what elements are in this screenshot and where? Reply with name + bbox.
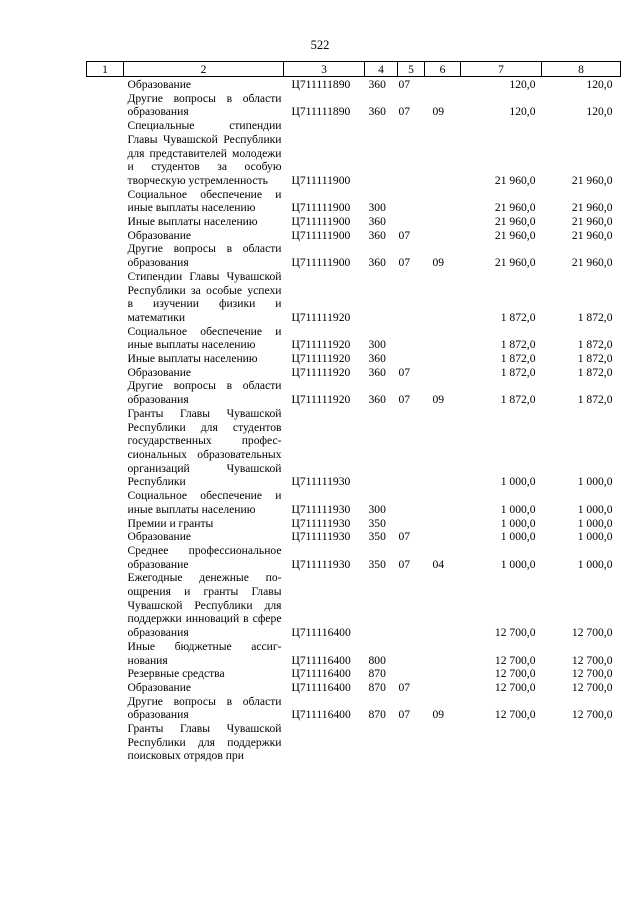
amount-year2-cell: 1 000,0 bbox=[577, 530, 613, 544]
amount-year1-cell: 120,0 bbox=[509, 105, 536, 119]
subsection-cell bbox=[425, 571, 461, 640]
amount-year2-cell: 120,0 bbox=[586, 105, 613, 119]
amount-year1-cell: 1 000,0 bbox=[500, 530, 536, 544]
amount-year1-cell: 1 000,0 bbox=[500, 557, 536, 571]
target-code-cell: Ц711111930 bbox=[291, 516, 351, 530]
section-cell bbox=[398, 215, 425, 229]
target-code-cell: Ц711116400 bbox=[291, 667, 351, 681]
amount-year2-cell: 1 000,0 bbox=[577, 557, 613, 571]
expense-type-cell bbox=[365, 571, 398, 640]
item-name-cell: Образование bbox=[127, 680, 192, 694]
row-number-cell bbox=[87, 695, 124, 722]
amount-year2-cell: 1 872,0 bbox=[577, 393, 613, 407]
row-number-cell bbox=[87, 366, 124, 380]
expense-type-cell: 360 bbox=[368, 105, 386, 119]
section-cell bbox=[398, 407, 425, 489]
table-row bbox=[87, 215, 621, 229]
amount-year1-cell: 21 960,0 bbox=[494, 228, 536, 242]
item-name-cell: Премии и гранты bbox=[127, 516, 214, 530]
row-number-cell bbox=[87, 270, 124, 325]
table-row bbox=[87, 681, 621, 695]
item-name-cell: Резервные средства bbox=[127, 667, 225, 681]
section-cell bbox=[398, 640, 425, 667]
subsection-cell bbox=[425, 77, 461, 92]
item-name-cell: Образование bbox=[127, 530, 192, 544]
amount-year1-cell: 21 960,0 bbox=[494, 256, 536, 270]
amount-year2-cell: 21 960,0 bbox=[571, 228, 613, 242]
row-number-cell bbox=[87, 571, 124, 640]
column-header: 4 bbox=[365, 62, 398, 77]
amount-year1-cell: 1 872,0 bbox=[500, 365, 536, 379]
row-number-cell bbox=[87, 640, 124, 667]
section-cell: 07 bbox=[398, 530, 411, 544]
row-number-cell bbox=[87, 188, 124, 215]
expense-type-cell bbox=[365, 722, 398, 763]
target-code-cell: Ц711116400 bbox=[291, 680, 351, 694]
table-row bbox=[87, 366, 621, 380]
section-cell bbox=[398, 352, 425, 366]
subsection-cell bbox=[425, 722, 461, 763]
section-cell bbox=[398, 325, 425, 352]
expense-type-cell: 350 bbox=[368, 516, 386, 530]
table-row bbox=[87, 77, 621, 92]
item-name-cell: Другие вопросы в области образования bbox=[127, 91, 282, 119]
table-row bbox=[87, 270, 621, 325]
amount-year1-cell: 1 000,0 bbox=[500, 516, 536, 530]
item-name-cell: Специальные стипендии Главы Чувашской Республики для представителей молодежи и студентов за особую творческую устремленность bbox=[127, 119, 282, 187]
subsection-cell bbox=[425, 407, 461, 489]
section-cell bbox=[398, 517, 425, 531]
row-number-cell bbox=[87, 722, 124, 763]
row-number-cell bbox=[87, 489, 124, 516]
expense-type-cell: 870 bbox=[368, 680, 386, 694]
target-code-cell: Ц711111920 bbox=[291, 393, 351, 407]
item-name-cell: Гранты Главы Чувашской Республики для студентов государственных профессиональных образовательных организаций Чувашской Республики bbox=[127, 406, 282, 489]
item-name-cell: Социальное обеспечение и иные выплаты населению bbox=[127, 187, 282, 215]
column-header: 3 bbox=[284, 62, 365, 77]
amount-year2-cell: 21 960,0 bbox=[571, 215, 613, 229]
amount-year2-cell: 120,0 bbox=[586, 78, 613, 91]
expense-type-cell bbox=[365, 119, 398, 188]
subsection-cell bbox=[425, 325, 461, 352]
target-code-cell bbox=[284, 722, 365, 763]
page-number: 522 bbox=[310, 38, 330, 52]
row-number-cell bbox=[87, 379, 124, 406]
item-name-cell: Образование bbox=[127, 365, 192, 379]
section-cell: 07 bbox=[398, 557, 411, 571]
expense-type-cell: 300 bbox=[368, 201, 386, 215]
expense-type-cell: 360 bbox=[368, 256, 386, 270]
target-code-cell: Ц711111900 bbox=[291, 228, 351, 242]
amount-year1-cell: 12 700,0 bbox=[494, 680, 536, 694]
amount-year2-cell: 1 872,0 bbox=[577, 338, 613, 352]
section-cell: 07 bbox=[398, 256, 411, 270]
table-row bbox=[87, 571, 621, 640]
target-code-cell: Ц711116400 bbox=[291, 626, 351, 640]
target-code-cell: Ц711111900 bbox=[291, 256, 351, 270]
column-header: 7 bbox=[461, 62, 542, 77]
amount-year1-cell: 1 000,0 bbox=[500, 502, 536, 516]
table-row bbox=[87, 695, 621, 722]
amount-year2-cell: 1 000,0 bbox=[577, 502, 613, 516]
expense-type-cell bbox=[365, 270, 398, 325]
subsection-cell: 09 bbox=[432, 105, 445, 119]
table-row bbox=[87, 325, 621, 352]
amount-year1-cell bbox=[461, 722, 542, 763]
amount-year2-cell: 12 700,0 bbox=[571, 667, 613, 681]
expense-type-cell: 360 bbox=[368, 352, 386, 366]
amount-year2-cell: 12 700,0 bbox=[571, 680, 613, 694]
section-cell bbox=[398, 188, 425, 215]
amount-year1-cell: 12 700,0 bbox=[494, 667, 536, 681]
row-number-cell bbox=[87, 530, 124, 544]
row-number-cell bbox=[87, 119, 124, 188]
table-row bbox=[87, 407, 621, 489]
expense-type-cell: 360 bbox=[368, 215, 386, 229]
amount-year2-cell: 1 872,0 bbox=[577, 352, 613, 366]
expense-type-cell bbox=[365, 407, 398, 489]
table-row bbox=[87, 229, 621, 243]
amount-year1-cell: 12 700,0 bbox=[494, 626, 536, 640]
amount-year2-cell: 21 960,0 bbox=[571, 173, 613, 187]
subsection-cell bbox=[425, 270, 461, 325]
amount-year2-cell: 12 700,0 bbox=[571, 626, 613, 640]
target-code-cell: Ц711116400 bbox=[291, 653, 351, 667]
amount-year2-cell: 21 960,0 bbox=[571, 201, 613, 215]
expense-type-cell: 360 bbox=[368, 78, 386, 91]
amount-year1-cell: 12 700,0 bbox=[494, 653, 536, 667]
table-row bbox=[87, 667, 621, 681]
table-row bbox=[87, 544, 621, 571]
item-name-cell: Иные выплаты населению bbox=[127, 215, 258, 229]
item-name-cell: Гранты Главы Чувашской Республики для поддержки поисковых отрядов при bbox=[127, 722, 282, 763]
expense-type-cell: 300 bbox=[368, 502, 386, 516]
item-name-cell: Социальное обеспечение и иные выплаты населению bbox=[127, 324, 282, 352]
amount-year2-cell: 1 872,0 bbox=[577, 365, 613, 379]
subsection-cell: 09 bbox=[432, 256, 445, 270]
column-header: 5 bbox=[398, 62, 425, 77]
table-row bbox=[87, 352, 621, 366]
target-code-cell: Ц711111900 bbox=[291, 201, 351, 215]
table-row bbox=[87, 517, 621, 531]
section-cell bbox=[398, 667, 425, 681]
amount-year2-cell bbox=[542, 722, 621, 763]
expense-type-cell: 360 bbox=[368, 393, 386, 407]
amount-year2-cell: 1 872,0 bbox=[577, 310, 613, 324]
expense-type-cell: 360 bbox=[368, 228, 386, 242]
expense-type-cell: 350 bbox=[368, 557, 386, 571]
target-code-cell: Ц711111920 bbox=[291, 365, 351, 379]
target-code-cell: Ц711111900 bbox=[291, 215, 351, 229]
subsection-cell bbox=[425, 489, 461, 516]
row-number-cell bbox=[87, 681, 124, 695]
amount-year1-cell: 21 960,0 bbox=[494, 173, 536, 187]
target-code-cell: Ц711111890 bbox=[291, 105, 351, 119]
column-header: 6 bbox=[425, 62, 461, 77]
subsection-cell bbox=[425, 667, 461, 681]
table-row bbox=[87, 640, 621, 667]
row-number-cell bbox=[87, 352, 124, 366]
section-cell: 07 bbox=[398, 78, 411, 91]
expense-type-cell: 350 bbox=[368, 530, 386, 544]
table-row bbox=[87, 379, 621, 406]
subsection-cell bbox=[425, 119, 461, 188]
section-cell bbox=[398, 489, 425, 516]
row-number-cell bbox=[87, 544, 124, 571]
item-name-cell: Среднее профессиональное образование bbox=[127, 543, 282, 571]
column-header: 2 bbox=[124, 62, 284, 77]
target-code-cell: Ц711111930 bbox=[291, 530, 351, 544]
table-body bbox=[87, 77, 621, 764]
row-number-cell bbox=[87, 407, 124, 489]
item-name-cell: Образование bbox=[127, 78, 192, 91]
expense-type-cell: 870 bbox=[368, 708, 386, 722]
amount-year1-cell: 21 960,0 bbox=[494, 215, 536, 229]
target-code-cell: Ц711111900 bbox=[291, 173, 351, 187]
subsection-cell bbox=[425, 530, 461, 544]
section-cell: 07 bbox=[398, 393, 411, 407]
amount-year2-cell: 1 000,0 bbox=[577, 475, 613, 489]
section-cell bbox=[398, 270, 425, 325]
amount-year2-cell: 21 960,0 bbox=[571, 256, 613, 270]
subsection-cell bbox=[425, 188, 461, 215]
expense-type-cell: 300 bbox=[368, 338, 386, 352]
item-name-cell: Социальное обеспечение и иные выплаты населению bbox=[127, 489, 282, 516]
row-number-cell bbox=[87, 325, 124, 352]
row-number-cell bbox=[87, 215, 124, 229]
section-cell: 07 bbox=[398, 365, 411, 379]
target-code-cell: Ц711111920 bbox=[291, 352, 351, 366]
amount-year1-cell: 1 872,0 bbox=[500, 352, 536, 366]
amount-year1-cell: 120,0 bbox=[509, 78, 536, 91]
row-number-cell bbox=[87, 229, 124, 243]
amount-year2-cell: 12 700,0 bbox=[571, 653, 613, 667]
amount-year1-cell: 12 700,0 bbox=[494, 708, 536, 722]
subsection-cell bbox=[425, 366, 461, 380]
expense-type-cell: 870 bbox=[368, 667, 386, 681]
column-header: 1 bbox=[87, 62, 124, 77]
item-name-cell: Другие вопросы в области образования bbox=[127, 379, 282, 407]
amount-year1-cell: 1 000,0 bbox=[500, 475, 536, 489]
section-cell: 07 bbox=[398, 708, 411, 722]
table-row bbox=[87, 242, 621, 269]
amount-year1-cell: 1 872,0 bbox=[500, 338, 536, 352]
amount-year2-cell: 1 000,0 bbox=[577, 516, 613, 530]
target-code-cell: Ц711111920 bbox=[291, 338, 351, 352]
section-cell bbox=[398, 119, 425, 188]
table-row bbox=[87, 722, 621, 763]
row-number-cell bbox=[87, 92, 124, 119]
table-row bbox=[87, 92, 621, 119]
subsection-cell bbox=[425, 229, 461, 243]
target-code-cell: Ц711111890 bbox=[291, 78, 351, 91]
budget-table bbox=[86, 61, 621, 763]
amount-year1-cell: 1 872,0 bbox=[500, 310, 536, 324]
amount-year2-cell: 12 700,0 bbox=[571, 708, 613, 722]
subsection-cell bbox=[425, 640, 461, 667]
subsection-cell: 09 bbox=[432, 393, 445, 407]
target-code-cell: Ц711111920 bbox=[291, 310, 351, 324]
expense-type-cell: 360 bbox=[368, 365, 386, 379]
section-cell bbox=[398, 571, 425, 640]
column-header: 8 bbox=[542, 62, 621, 77]
target-code-cell: Ц711111930 bbox=[291, 557, 351, 571]
item-name-cell: Стипендии Главы Чувашской Республики за особые успехи в изучении физики и математики bbox=[127, 269, 282, 324]
row-number-cell bbox=[87, 242, 124, 269]
item-name-cell: Другие вопросы в области образования bbox=[127, 242, 282, 270]
subsection-cell bbox=[425, 215, 461, 229]
item-name-cell: Образование bbox=[127, 228, 192, 242]
target-code-cell: Ц711116400 bbox=[291, 708, 351, 722]
item-name-cell: Ежегодные денежные поощрения и гранты Главы Чувашской Республики для поддержки инноваций в сфере образования bbox=[127, 571, 282, 640]
table-row bbox=[87, 489, 621, 516]
subsection-cell bbox=[425, 352, 461, 366]
item-name-cell: Другие вопросы в области образования bbox=[127, 694, 282, 722]
row-number-cell bbox=[87, 77, 124, 92]
section-cell bbox=[398, 722, 425, 763]
section-cell: 07 bbox=[398, 228, 411, 242]
item-name-cell: Иные выплаты населению bbox=[127, 352, 258, 366]
table-header-row bbox=[87, 62, 621, 77]
amount-year1-cell: 21 960,0 bbox=[494, 201, 536, 215]
row-number-cell bbox=[87, 517, 124, 531]
section-cell: 07 bbox=[398, 105, 411, 119]
target-code-cell: Ц711111930 bbox=[291, 475, 351, 489]
table-row bbox=[87, 188, 621, 215]
subsection-cell bbox=[425, 517, 461, 531]
target-code-cell: Ц711111930 bbox=[291, 502, 351, 516]
section-cell: 07 bbox=[398, 680, 411, 694]
table-row bbox=[87, 530, 621, 544]
amount-year1-cell: 1 872,0 bbox=[500, 393, 536, 407]
item-name-cell: Иные бюджетные ассигнования bbox=[127, 639, 282, 667]
subsection-cell bbox=[425, 681, 461, 695]
subsection-cell: 09 bbox=[432, 708, 445, 722]
subsection-cell: 04 bbox=[432, 557, 445, 571]
row-number-cell bbox=[87, 667, 124, 681]
expense-type-cell: 800 bbox=[368, 653, 386, 667]
table-row bbox=[87, 119, 621, 188]
